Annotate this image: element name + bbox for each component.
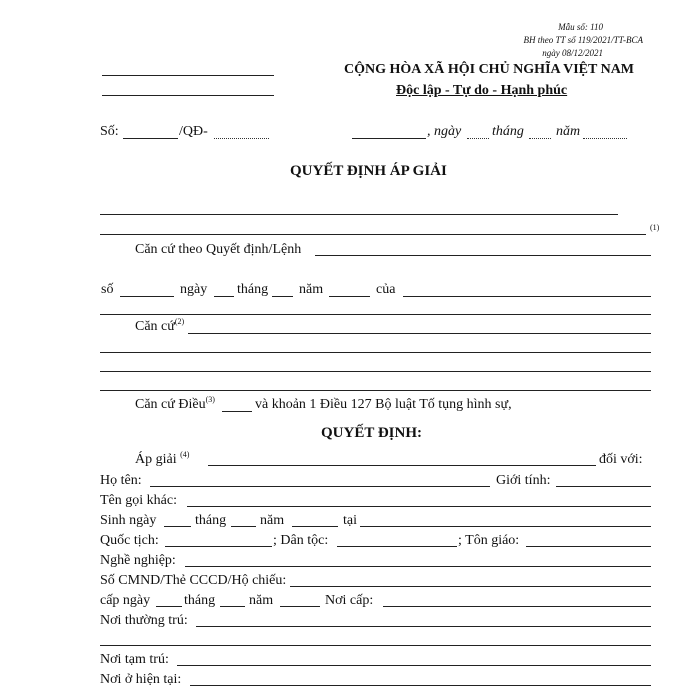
escort-label: Áp giải $^{(4)}$ xyxy=(135,450,190,467)
basis-day-field[interactable] xyxy=(214,296,234,297)
alias-field[interactable] xyxy=(187,506,651,507)
nationality-field[interactable] xyxy=(165,546,272,547)
issue-day-field[interactable] xyxy=(156,606,182,607)
issue-place-field[interactable] xyxy=(383,606,651,607)
current-address-field[interactable] xyxy=(190,685,651,686)
issue-place-label: Nơi cấp: xyxy=(325,593,374,608)
current-address-label: Nơi ở hiện tại: xyxy=(100,672,182,687)
basis-other-line-3[interactable] xyxy=(100,371,651,372)
birth-place-label: tại xyxy=(343,513,357,528)
id-number-label: Số CMND/Thẻ CCCD/Hộ chiếu: xyxy=(100,573,287,588)
date-month-field[interactable] xyxy=(529,138,551,139)
motto: Độc lập - Tự do - Hạnh phúc xyxy=(396,83,568,98)
decision-heading: QUYẾT ĐỊNH: xyxy=(321,425,422,441)
id-number-field[interactable] xyxy=(290,586,651,587)
nation-title: CỘNG HÒA XÃ HỘI CHỦ NGHĨA VIỆT NAM xyxy=(344,62,635,77)
issue-year-label: năm xyxy=(249,593,274,608)
decision-code-label: /QĐ- xyxy=(179,124,208,139)
birth-day-label: Sinh ngày xyxy=(100,513,157,528)
permanent-address-label: Nơi thường trú: xyxy=(100,613,188,628)
basis-month-label: tháng xyxy=(237,282,269,297)
basis-decision-label: Căn cứ theo Quyết định/Lệnh xyxy=(135,242,302,257)
footnote-1: (1) xyxy=(650,223,660,232)
basis-of-field[interactable] xyxy=(403,296,651,297)
basis-article-text: và khoản 1 Điều 127 Bộ luật Tố tụng hình sự, xyxy=(255,397,512,412)
basis-extra-line[interactable] xyxy=(100,314,651,315)
preamble-line-1[interactable] xyxy=(100,214,618,215)
birth-year-label: năm xyxy=(260,513,285,528)
basis-other-field[interactable] xyxy=(188,333,651,334)
birth-month-field[interactable] xyxy=(231,526,256,527)
birth-day-field[interactable] xyxy=(164,526,191,527)
full-name-label: Họ tên: xyxy=(100,473,142,488)
basis-month-field[interactable] xyxy=(272,296,293,297)
basis-decision-field[interactable] xyxy=(315,255,651,256)
ethnicity-field[interactable] xyxy=(337,546,457,547)
issue-month-field[interactable] xyxy=(220,606,245,607)
full-name-field[interactable] xyxy=(150,486,490,487)
date-year-label: năm xyxy=(556,124,581,139)
basis-other-line-4[interactable] xyxy=(100,390,651,391)
basis-of-label: của xyxy=(376,282,396,297)
decision-code-field[interactable] xyxy=(214,138,269,139)
basis-other-label: Căn cứ$^{(2)}$ xyxy=(135,317,185,334)
number-label: Số: xyxy=(100,124,119,139)
temporary-address-field[interactable] xyxy=(177,665,651,666)
form-number: Mẫu số: 110 xyxy=(558,22,603,32)
ethnicity-label: ; Dân tộc: xyxy=(273,533,329,548)
escort-against-label: đối với: xyxy=(599,452,643,467)
birth-month-label: tháng xyxy=(195,513,227,528)
birth-year-field[interactable] xyxy=(292,526,338,527)
issue-month-label: tháng xyxy=(184,593,216,608)
temporary-address-label: Nơi tạm trú: xyxy=(100,652,169,667)
issue-year-field[interactable] xyxy=(280,606,320,607)
permanent-address-field[interactable] xyxy=(196,626,651,627)
gender-field[interactable] xyxy=(556,486,651,487)
basis-year-label: năm xyxy=(299,282,324,297)
date-day-field[interactable] xyxy=(467,138,489,139)
permanent-address-line-2[interactable] xyxy=(100,645,651,646)
basis-number-field[interactable] xyxy=(120,296,174,297)
basis-other-line-2[interactable] xyxy=(100,352,651,353)
birth-place-field[interactable] xyxy=(360,526,651,527)
basis-article-field[interactable] xyxy=(222,411,252,412)
date-day-label: , ngày xyxy=(427,124,462,139)
religion-field[interactable] xyxy=(526,546,651,547)
basis-year-field[interactable] xyxy=(329,296,370,297)
escort-field[interactable] xyxy=(208,465,596,466)
number-field[interactable] xyxy=(123,138,178,139)
form-issued-by: BH theo TT số 119/2021/TT-BCA xyxy=(523,35,643,45)
religion-label: ; Tôn giáo: xyxy=(458,533,520,548)
preamble-line-2[interactable] xyxy=(100,234,646,235)
gender-label: Giới tính: xyxy=(496,473,551,488)
place-field[interactable] xyxy=(352,138,426,139)
basis-day-label: ngày xyxy=(180,282,208,297)
nationality-label: Quốc tịch: xyxy=(100,533,159,548)
date-year-field[interactable] xyxy=(583,138,627,139)
document-title: QUYẾT ĐỊNH ÁP GIẢI xyxy=(290,163,447,179)
date-month-label: tháng xyxy=(492,124,524,139)
agency-line-2[interactable] xyxy=(102,95,274,96)
basis-article-label: Căn cứ Điều$^{(3)}$ xyxy=(135,395,215,412)
occupation-label: Nghề nghiệp: xyxy=(100,553,176,568)
issue-day-label: cấp ngày xyxy=(100,593,151,608)
agency-line-1[interactable] xyxy=(102,75,274,76)
form-issued-date: ngày 08/12/2021 xyxy=(542,48,603,58)
alias-label: Tên gọi khác: xyxy=(100,493,177,508)
basis-number-label: số xyxy=(101,282,114,297)
occupation-field[interactable] xyxy=(185,566,651,567)
